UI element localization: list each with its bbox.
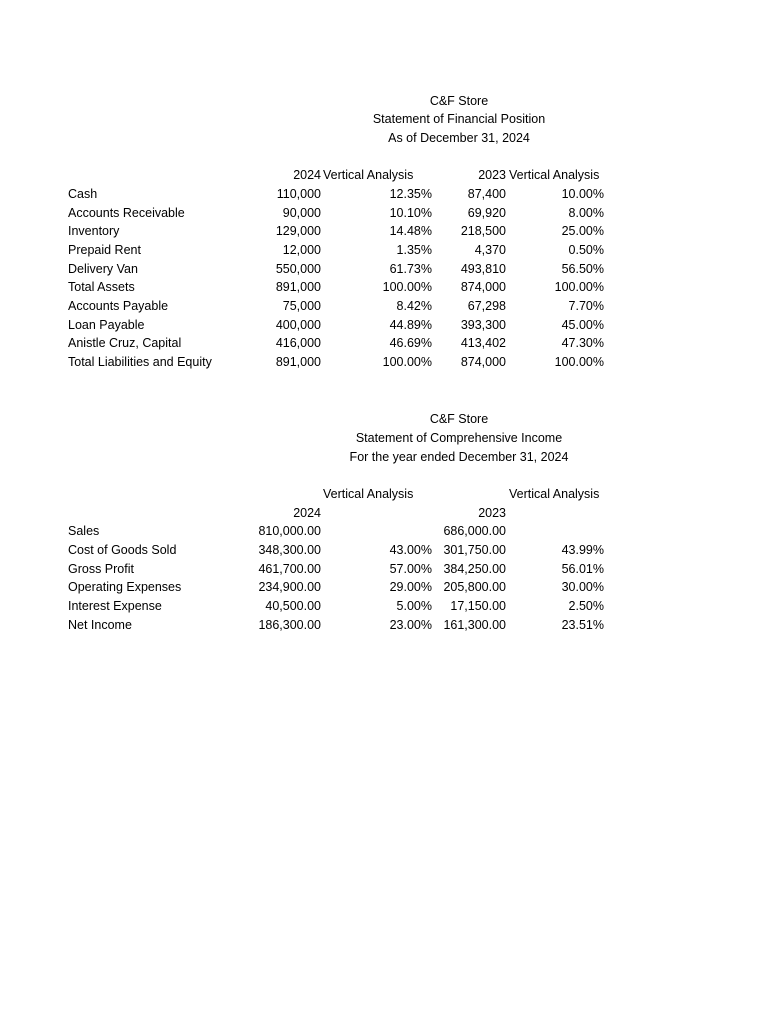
bs-percent-2023: 10.00% bbox=[561, 187, 604, 201]
bs-percent-2023: 7.70% bbox=[568, 298, 604, 313]
is-value-2024: 461,700.00 bbox=[258, 561, 321, 576]
is-value-2023: 301,750.00 bbox=[443, 542, 506, 557]
is-value-2023: 686,000.00 bbox=[443, 524, 506, 538]
is-percent-2023: 43.99% bbox=[561, 542, 604, 557]
bs-value-2024: 12,000 bbox=[282, 242, 321, 257]
is-value-2024: 40,500.00 bbox=[265, 599, 321, 614]
bs-percent-2023: 45.00% bbox=[561, 317, 604, 332]
bs-value-2024: 416,000 bbox=[275, 336, 321, 351]
bs-value-2023: 493,810 bbox=[460, 261, 506, 276]
is-value-2024: 186,300.00 bbox=[258, 618, 321, 632]
is-value-2024: 348,300.00 bbox=[258, 542, 321, 557]
bs-label: Inventory bbox=[68, 224, 120, 239]
bs-label: Anistle Cruz, Capital bbox=[68, 336, 182, 351]
bs-value-2024: 400,000 bbox=[275, 317, 321, 332]
bs-percent-2024: 8.42% bbox=[396, 298, 432, 313]
bs-value-2023: 874,000 bbox=[460, 280, 506, 295]
bs-value-2024: 110,000 bbox=[276, 187, 321, 201]
is-value-2023: 161,300.00 bbox=[443, 618, 506, 632]
bs-percent-2024: 1.35% bbox=[396, 242, 432, 257]
bs-percent-2024: 12.35% bbox=[389, 187, 432, 201]
bs-label: Prepaid Rent bbox=[68, 242, 141, 257]
is-percent-2023: 30.00% bbox=[561, 580, 604, 595]
is-label: Cost of Goods Sold bbox=[68, 542, 177, 557]
is-label: Net Income bbox=[68, 618, 132, 632]
bs-percent-2023: 0.50% bbox=[568, 242, 604, 257]
is-header-va-2024: Vertical Analysis bbox=[323, 487, 414, 501]
bs-label: Accounts Payable bbox=[68, 298, 169, 313]
bs-value-2024: 75,000 bbox=[282, 298, 321, 313]
bs-percent-2024: 100.00% bbox=[382, 354, 432, 369]
bs-value-2023: 874,000 bbox=[460, 354, 506, 369]
bs-label: Cash bbox=[68, 187, 98, 201]
is-value-2023: 17,150.00 bbox=[450, 599, 506, 614]
is-header-va-2023: Vertical Analysis bbox=[509, 487, 600, 501]
bs-value-2023: 4,370 bbox=[474, 242, 506, 257]
is-percent-2024: 43.00% bbox=[389, 542, 432, 557]
bs-header-va-2024: Vertical Analysis bbox=[323, 168, 414, 182]
bs-value-2024: 891,000 bbox=[275, 354, 321, 369]
bs-label: Delivery Van bbox=[68, 261, 138, 276]
bs-percent-2023: 47.30% bbox=[561, 336, 604, 351]
bs-value-2023: 69,920 bbox=[467, 205, 506, 220]
is-label: Interest Expense bbox=[68, 599, 162, 614]
bs-percent-2024: 46.69% bbox=[389, 336, 432, 351]
is-label: Sales bbox=[68, 524, 100, 538]
is-label: Operating Expenses bbox=[68, 580, 182, 595]
is-percent-2023: 23.51% bbox=[561, 618, 604, 632]
is-value-2024: 234,900.00 bbox=[258, 580, 321, 595]
is-percent-2024: 5.00% bbox=[396, 599, 432, 614]
bs-percent-2024: 100.00% bbox=[382, 280, 432, 295]
is-header-2023: 2023 bbox=[478, 506, 506, 520]
bs-percent-2023: 25.00% bbox=[561, 224, 604, 239]
bs-date-line: As of December 31, 2024 bbox=[388, 131, 530, 145]
bs-percent-2023: 56.50% bbox=[561, 261, 604, 276]
bs-value-2024: 90,000 bbox=[282, 205, 321, 220]
bs-value-2023: 413,402 bbox=[460, 336, 506, 351]
bs-value-2023: 87,400 bbox=[467, 187, 506, 201]
bs-label: Loan Payable bbox=[68, 317, 145, 332]
is-date-line: For the year ended December 31, 2024 bbox=[349, 450, 569, 464]
bs-subtitle: Statement of Financial Position bbox=[372, 112, 546, 126]
bs-header-2023: 2023 bbox=[478, 168, 506, 182]
bs-label: Accounts Receivable bbox=[68, 205, 185, 220]
is-value-2024: 810,000.00 bbox=[258, 524, 321, 538]
bs-percent-2024: 14.48% bbox=[389, 224, 432, 239]
bs-value-2024: 550,000 bbox=[275, 261, 321, 276]
bs-percent-2023: 100.00% bbox=[554, 354, 604, 369]
is-value-2023: 384,250.00 bbox=[443, 561, 506, 576]
is-header-2024: 2024 bbox=[293, 506, 321, 520]
bs-label: Total Assets bbox=[68, 280, 135, 295]
bs-value-2023: 67,298 bbox=[467, 298, 506, 313]
bs-percent-2024: 10.10% bbox=[389, 205, 432, 220]
bs-header-2024: 2024 bbox=[293, 168, 321, 182]
is-title: C&F Store bbox=[429, 412, 489, 426]
is-label: Gross Profit bbox=[68, 561, 134, 576]
is-percent-2024: 57.00% bbox=[389, 561, 432, 576]
bs-title: C&F Store bbox=[429, 94, 489, 108]
is-percent-2023: 2.50% bbox=[568, 599, 604, 614]
bs-value-2023: 393,300 bbox=[460, 317, 506, 332]
bs-label: Total Liabilities and Equity bbox=[68, 354, 212, 369]
bs-header-va-2023: Vertical Analysis bbox=[509, 168, 600, 182]
is-subtitle: Statement of Comprehensive Income bbox=[355, 431, 563, 445]
bs-percent-2024: 61.73% bbox=[389, 261, 432, 276]
is-percent-2024: 29.00% bbox=[389, 580, 432, 595]
is-percent-2023: 56.01% bbox=[561, 561, 604, 576]
bs-percent-2023: 100.00% bbox=[554, 280, 604, 295]
bs-value-2024: 891,000 bbox=[275, 280, 321, 295]
is-value-2023: 205,800.00 bbox=[443, 580, 506, 595]
bs-value-2023: 218,500 bbox=[460, 224, 506, 239]
bs-value-2024: 129,000 bbox=[275, 224, 321, 239]
bs-percent-2024: 44.89% bbox=[389, 317, 432, 332]
bs-percent-2023: 8.00% bbox=[568, 205, 604, 220]
is-percent-2024: 23.00% bbox=[389, 618, 432, 632]
